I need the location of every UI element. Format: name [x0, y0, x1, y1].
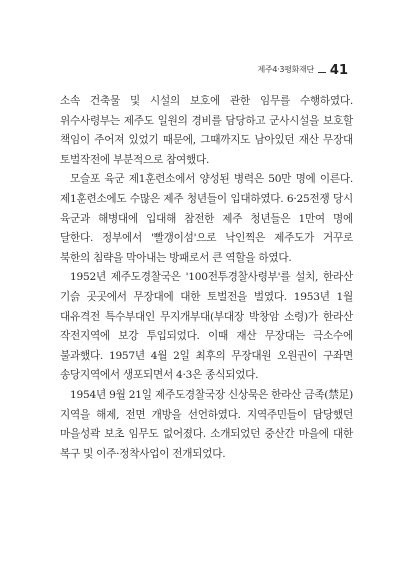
page-number: 41: [329, 63, 348, 78]
body-text: [60, 92, 353, 464]
paragraph-1: 소속 건축물 및 시설의 보호에 관한 임무를 수행하였다. 위수사령부는 제주도 일원의 경비를 담당하고 군사시설을 보호할 책임이 주어져 있었기 때문에, 그때까지도 남아있던 재산 무장대 토벌작전에 부분적으로 참여했다.: [60, 95, 353, 166]
running-header: [258, 64, 348, 77]
header-divider: [318, 72, 326, 73]
paragraph-4: 1954년 9월 21일 제주도경찰국장 신상묵은 한라산 금족(禁足)지역을 해제, 전면 개방을 선언하였다. 지역주민들이 담당했던 마을성곽 보초 임무도 없어졌다. 소개되었던 중산간 마을에 대한 복구 및 이주·정착사업이 전개되었다.: [60, 388, 353, 460]
paragraph-2: 모슬포 육군 제1훈련소에서 양성된 병력은 50만 명에 이른다. 제1훈련소에도 수많은 제주 청년들이 입대하였다. 6·25전쟁 당시 육군과 해병대에 입대해 참전한 제주 청년들은 1만여 명에 달한다. 정부에서 '빨갱이섬'으로 낙인찍은 제주도가 거꾸로 북한의 침략을 막아내는 방패로서 큰 역할을 하였다.: [60, 173, 353, 264]
paragraph-3: 1952년 제주도경찰국은 '100전투경찰사령부'를 설치, 한라산 기슭 곳곳에서 무장대에 대한 토벌전을 벌였다. 1953년 1월 대유격전 특수부대인 무지개부대(부대장 박창암 소령)가 한라산 작전지역에 보강 투입되었다. 이때 재산 무장대는 극소수에 불과했다. 1957년 4월 2일 최후의 무장대원 오원권이 구좌면 송당지역에서 생포되면서 4·3은 종식되었다.: [60, 271, 353, 382]
header-title: 제주4·3평화재단: [257, 65, 314, 74]
